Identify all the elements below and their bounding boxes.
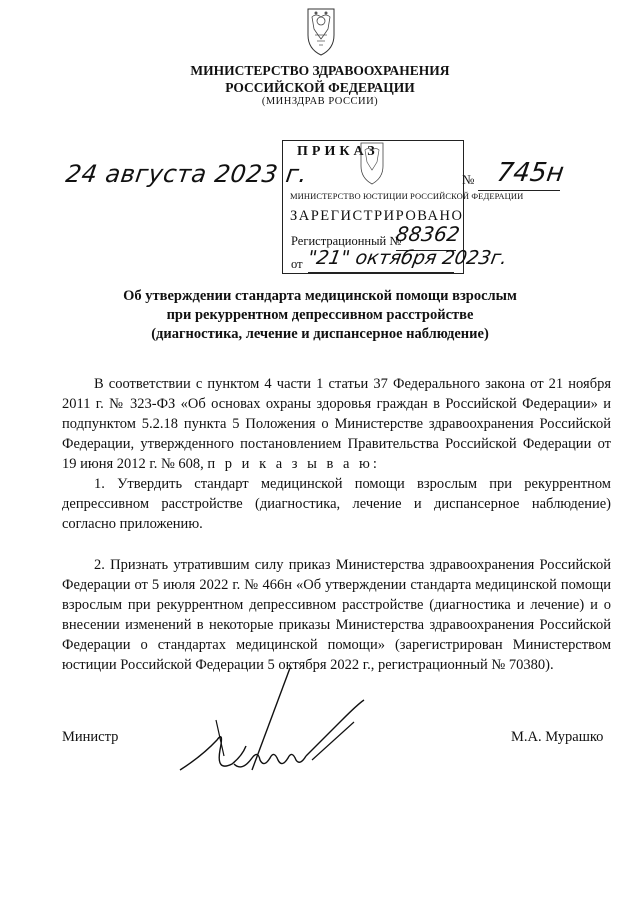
ministry-header <box>0 62 640 96</box>
ministry-name-line2: РОССИЙСКОЙ ФЕДЕРАЦИИ <box>225 80 415 95</box>
ministry-name-line1: МИНИСТЕРСТВО ЗДРАВООХРАНЕНИЯ <box>190 63 450 78</box>
order-number-label: № <box>462 172 475 187</box>
russian-coat-of-arms-icon <box>304 5 338 57</box>
ministry-short-name: (МИНЗДРАВ РОССИИ) <box>261 96 379 107</box>
order-number: 745н <box>494 158 566 188</box>
order-date: 24 августа 2023 г. <box>64 160 310 188</box>
order-type: ПРИКАЗ <box>297 144 379 159</box>
decree-word: п р и к а з ы в а ю: <box>207 456 380 472</box>
stamp-emblem-icon <box>358 140 386 186</box>
stamp-from-label: от <box>291 257 303 271</box>
item-2-paragraph: 2. Признать утратившим силу приказ Министерства здравоохранения Российской Федерации от 5 июля 2022 г. № 466н «Об утверждении стандарта медицинской помощи взрослым при рекуррентном депрессивном расстройстве (диагностика и лечение) и о внесении изменений в некоторые приказы Министерства здравоохранения Российской Федерации о стандартах медицинской помощи» (зарегистрирован Министерством юстиции Российской Федерации 5 октября 2022 г., регистрационный № 70380). <box>62 557 611 673</box>
title-line1: Об утверждении стандарта медицинской помощи взрослым <box>123 288 517 304</box>
stamp-date: "21" октября 2023г. <box>306 247 509 269</box>
stamp-date-underline <box>308 272 454 273</box>
title-line2: при рекуррентном депрессивном расстройстве <box>166 307 474 323</box>
stamp-status: ЗАРЕГИСТРИРОВАНО <box>290 208 464 224</box>
title-line3: (диагностика, лечение и диспансерное наблюдение) <box>151 326 489 342</box>
stamp-number-label: Регистрационный № <box>291 234 402 248</box>
stamp-department: МИНИСТЕРСТВО ЮСТИЦИИ РОССИЙСКОЙ ФЕДЕРАЦИИ <box>290 191 524 201</box>
preamble-paragraph <box>62 374 611 474</box>
preamble-text: В соответствии с пунктом 4 части 1 статьи 37 Федерального закона от 21 ноября 2011 г. № 323-ФЗ «Об основах охраны здоровья граждан в Российской Федерации» и подпунктом 5.2.18 пункта 5 Положения о Министерстве здравоохранения Российской Федерации, утвержденного постановлением Правительства Российской Федерации от 19 июня 2012 г. № 608, <box>62 376 611 472</box>
signatory-position: Министр <box>62 729 119 745</box>
stamp-number: 88362 <box>394 222 462 246</box>
handwritten-signature <box>172 660 372 790</box>
signatory-name: М.А. Мурашко <box>511 729 604 745</box>
document-title <box>0 287 640 344</box>
item-1-paragraph: 1. Утвердить стандарт медицинской помощи взрослым при рекуррентном депрессивном расстройстве (диагностика, лечение и диспансерное наблюдение) согласно приложению. <box>62 476 611 532</box>
